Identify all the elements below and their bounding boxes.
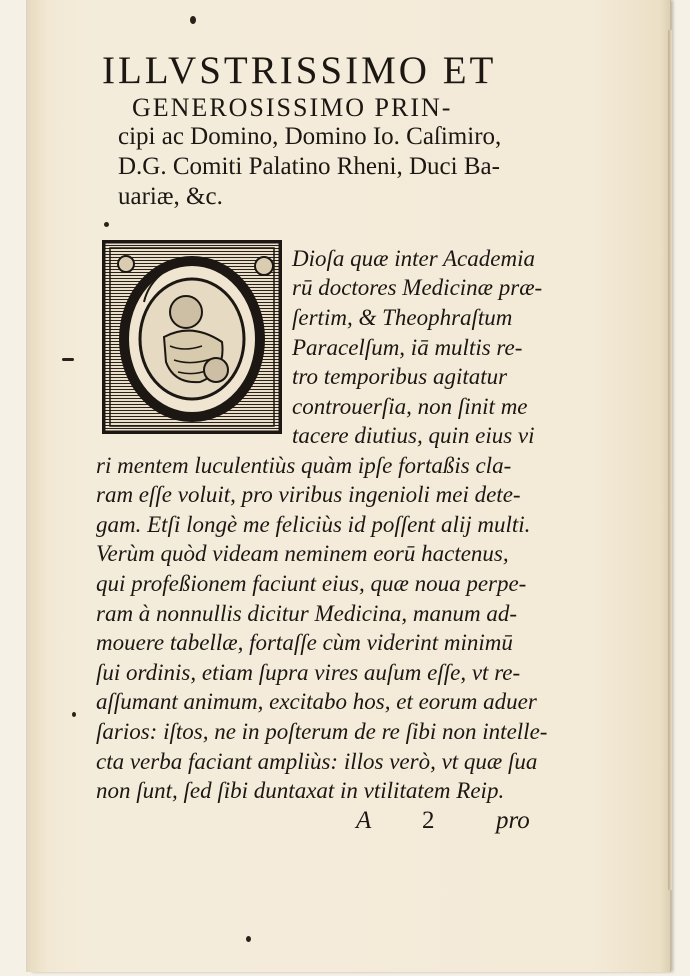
dedication-heading-line-1: ILLVSTRISSIMO ET <box>102 49 497 92</box>
body-text-line: controuerſia, non ſinit me <box>292 394 528 419</box>
ink-blot <box>246 936 251 942</box>
ink-blot <box>190 16 196 24</box>
dedication-heading-line-2: GENEROSISSIMO PRIN- <box>132 93 453 122</box>
body-text-line: ſui ordinis, etiam ſupra vires auſum eſſe, vt re- <box>96 660 521 685</box>
ink-blot <box>104 222 109 227</box>
body-text-line: cta verba faciant ampliùs: illos verò, vt quæ ſua <box>96 749 538 774</box>
decorated-initial-o-woodcut <box>102 240 282 434</box>
ink-blot <box>72 712 76 717</box>
body-text-line: tacere diutius, quin eius vi <box>292 423 535 448</box>
body-text-line: tro temporibus agitatur <box>292 364 508 389</box>
body-text-line: ri mentem luculentiùs quàm ipſe fortaßis cla- <box>96 453 512 478</box>
signature-mark: A <box>356 807 372 834</box>
body-text-line: Paracelſum, iā multis re- <box>292 335 523 360</box>
ink-blot <box>62 358 74 361</box>
body-text-line: rū doctores Medicinæ præ- <box>292 275 543 300</box>
body-text-line: gam. Etſi longè me feliciùs id poſſent alij multi. <box>96 512 531 537</box>
right-page-edge <box>668 30 672 890</box>
body-text-line: ſarios: iſtos, ne in poſterum de re ſibi non intelle- <box>96 719 548 744</box>
body-text-line: ram eſſe voluit, pro viribus ingenioli mei dete- <box>96 482 521 507</box>
woodcut-initial-graphic <box>104 242 280 432</box>
body-text-line: Verùm quòd videam neminem eorū hactenus, <box>96 541 509 566</box>
body-text-line: ram à nonnullis dicitur Medicina, manum ad- <box>96 601 517 626</box>
body-text-line: mouere tabellæ, fortaſſe cùm viderint minimū <box>96 630 513 655</box>
dedication-heading-line-3: cipi ac Domino, Domino Io. Caſimiro, <box>118 123 502 150</box>
dedication-heading-line-5: uariæ, &c. <box>118 183 223 210</box>
dedication-heading-line-4: D.G. Comiti Palatino Rheni, Duci Ba- <box>118 153 500 180</box>
body-text-line: qui profeßionem faciunt eius, quæ noua perpe- <box>96 571 527 596</box>
body-text-line: Dioſa quæ inter Academia <box>292 246 535 271</box>
body-text-line: ſertim, & Theophraſtum <box>292 305 513 330</box>
catchword: pro <box>496 807 530 834</box>
body-text-line: non ſunt, ſed ſibi duntaxat in vtilitatem Reip. <box>96 778 505 803</box>
signature-number: 2 <box>422 807 435 834</box>
body-text-line: aſſumant animum, excitabo hos, et eorum aduer <box>96 689 537 714</box>
